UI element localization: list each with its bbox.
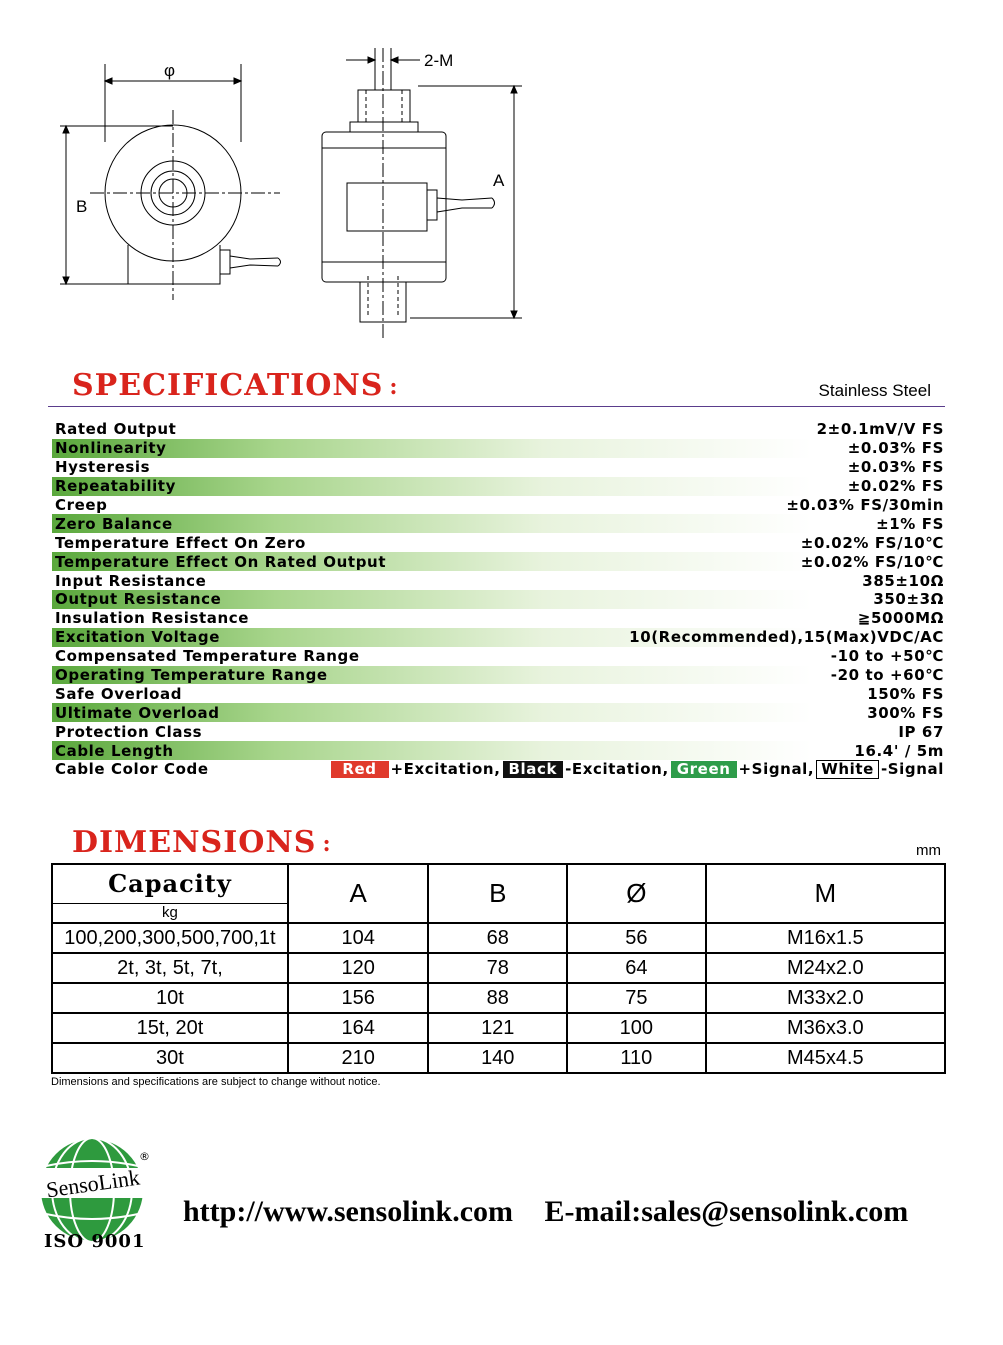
- cable-color-row: Cable Color Code Red +Excitation, Black -Excitation, Green +Signal, White -Signal: [55, 759, 944, 779]
- website-link[interactable]: http://www.sensolink.com: [183, 1195, 514, 1228]
- table-header-row: [52, 864, 945, 923]
- phi-header: Ø: [567, 864, 706, 923]
- registered-mark: ®: [139, 1150, 150, 1163]
- spec-row: Output Resistance 350±3Ω: [52, 590, 946, 609]
- spec-row: Cable Length 16.4' / 5m: [52, 741, 946, 760]
- spec-row: Repeatability ±0.02% FS: [52, 477, 946, 496]
- dimensions-title: DIMENSIONS :: [72, 825, 332, 860]
- technical-drawing: [0, 0, 1003, 360]
- specifications-title: SPECIFICATIONS :: [72, 368, 399, 403]
- spec-row: Protection Class IP 67: [55, 722, 944, 741]
- material-label: Stainless Steel: [818, 381, 931, 400]
- spec-row: Rated Output 2±0.1mV/V FS: [55, 420, 944, 439]
- table-row: 30t 210 140 110 M45x4.5: [52, 1043, 945, 1073]
- capacity-header: Capacity kg: [52, 864, 288, 923]
- a-header: A: [288, 864, 429, 923]
- spec-row: Zero Balance ±1% FS: [52, 514, 946, 533]
- spec-row: Temperature Effect On Zero ±0.02% FS/10℃: [55, 533, 944, 552]
- b-label: B: [76, 197, 88, 216]
- side-view-drawing: [322, 48, 522, 340]
- white-wire-chip: White: [816, 760, 879, 779]
- dimensions-table: [51, 863, 946, 1074]
- email-link[interactable]: E-mail:sales@sensolink.com: [544, 1195, 909, 1228]
- black-wire-chip: Black: [503, 761, 564, 778]
- table-row: 100,200,300,500,700,1t 104 68 56 M16x1.5: [52, 923, 945, 953]
- spec-row: Input Resistance 385±10Ω: [55, 571, 944, 590]
- table-row: 15t, 20t 164 121 100 M36x3.0: [52, 1013, 945, 1043]
- table-row: 10t 156 88 75 M33x2.0: [52, 983, 945, 1013]
- spec-row: Hysteresis ±0.03% FS: [55, 458, 944, 477]
- spec-row: Creep ±0.03% FS/30min: [55, 496, 944, 514]
- spec-row: Operating Temperature Range -20 to +60℃: [52, 666, 946, 685]
- spec-row: Temperature Effect On Rated Output ±0.02% FS/10℃: [52, 552, 946, 571]
- iso-certification: ISO 9001: [44, 1231, 146, 1252]
- spec-row: Insulation Resistance ≧5000MΩ: [55, 609, 944, 628]
- contact-line: [183, 1195, 908, 1229]
- spec-row: Excitation Voltage 10(Recommended),15(Max)VDC/AC: [52, 628, 946, 647]
- unit-label: mm: [916, 842, 941, 859]
- divider: [48, 406, 945, 407]
- table-row: 2t, 3t, 5t, 7t, 120 78 64 M24x2.0: [52, 953, 945, 983]
- red-wire-chip: Red: [331, 761, 389, 778]
- spec-row: Safe Overload 150% FS: [55, 684, 944, 703]
- spec-row: Compensated Temperature Range -10 to +50℃: [55, 647, 944, 666]
- m-header: M: [706, 864, 945, 923]
- specifications-list: [52, 420, 946, 779]
- logo-text: SensoLink: [44, 1164, 142, 1203]
- green-wire-chip: Green: [671, 761, 737, 778]
- b-header: B: [428, 864, 567, 923]
- a-label: A: [493, 171, 505, 190]
- front-view-drawing: [60, 64, 281, 300]
- phi-label: φ: [164, 61, 176, 80]
- spec-row: Ultimate Overload 300% FS: [52, 703, 946, 722]
- spec-row: Nonlinearity ±0.03% FS: [52, 439, 946, 458]
- thread-label: 2-M: [424, 51, 454, 70]
- disclaimer-note: Dimensions and specifications are subject to change without notice.: [51, 1076, 381, 1088]
